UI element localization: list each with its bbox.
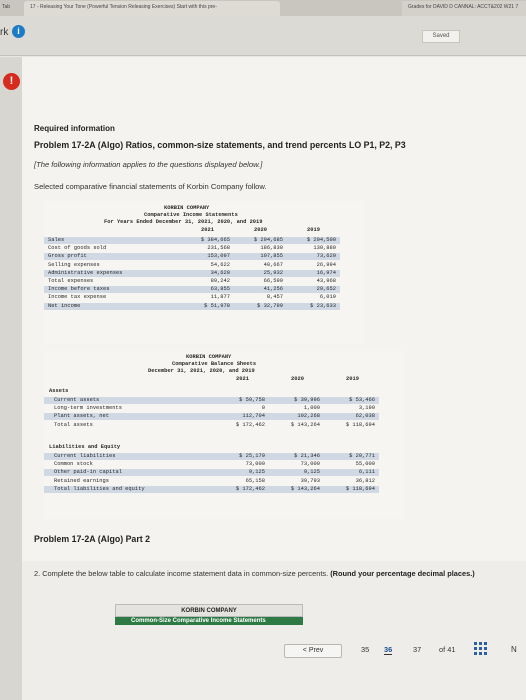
info-icon[interactable]: i	[12, 25, 25, 38]
browser-tab-grades[interactable]	[402, 1, 526, 16]
row-value: 73,000	[300, 461, 320, 468]
intro-text: Selected comparative financial statements of Korbin Company follow.	[34, 182, 267, 191]
row-value: 63,855	[210, 286, 230, 293]
instruction-text	[34, 569, 524, 579]
bs-year-2020: 2020	[291, 376, 304, 382]
statement-row	[44, 245, 364, 252]
prev-button[interactable]: < Prev	[284, 644, 342, 658]
row-value: $ 172,462	[235, 485, 265, 492]
statement-row	[44, 294, 364, 301]
alert-icon[interactable]: !	[3, 73, 20, 90]
balance-sheet	[44, 351, 404, 519]
row-value: 8,457	[266, 294, 283, 301]
row-label: Retained earnings	[54, 477, 109, 484]
row-label: Administrative expenses	[48, 269, 123, 276]
browser-tab-title: 17 - Releasing Your Tone (Powerful Tension Releasing Exercises) Start with this pre-	[30, 4, 217, 10]
row-value: 112,704	[242, 413, 265, 420]
statement-row	[44, 286, 364, 293]
statement-row	[44, 461, 404, 468]
statement-row	[44, 453, 404, 460]
page-36-current[interactable]: 36	[384, 645, 393, 654]
bs-year-2019: 2019	[346, 376, 359, 382]
statement-row	[44, 303, 364, 310]
row-value: $ 172,462	[235, 421, 265, 428]
is-year-2019: 2019	[307, 227, 320, 233]
row-label: Total liabilities and equity	[54, 485, 145, 492]
row-label: Cost of goods sold	[48, 245, 107, 252]
browser-tab-strip	[0, 0, 526, 16]
row-value: 62,038	[355, 413, 375, 420]
is-year-2021: 2021	[201, 227, 214, 233]
row-value: 130,880	[313, 245, 336, 252]
answer-table-company: KORBIN COMPANY	[115, 604, 303, 617]
row-label: Net income	[48, 302, 81, 309]
bs-assets-heading: Assets	[49, 388, 69, 394]
row-label: Current assets	[54, 397, 100, 403]
row-value: $ 143,264	[290, 485, 320, 492]
left-gutter	[0, 57, 22, 700]
row-value: $ 59,758	[239, 397, 265, 403]
row-label: Plant assets, net	[54, 413, 109, 420]
row-value: $ 32,799	[257, 302, 283, 309]
bs-title: Comparative Balance Sheets	[172, 361, 257, 367]
statement-row	[44, 253, 364, 260]
row-value: $ 53,466	[349, 397, 375, 403]
income-statement	[44, 201, 364, 344]
row-value: 0	[261, 405, 265, 412]
statement-row	[44, 486, 404, 493]
row-value: 89,242	[210, 278, 230, 284]
row-value: 65,158	[245, 477, 265, 484]
row-value: 3,190	[358, 405, 375, 412]
row-value: $ 204,500	[306, 237, 336, 243]
instruction-main: 2. Complete the below table to calculate income statement data in common-size percents.	[34, 569, 329, 578]
statement-row	[44, 397, 404, 404]
row-value: 55,000	[355, 461, 375, 468]
statement-row	[44, 270, 364, 277]
bs-company: KORBIN COMPANY	[186, 354, 232, 360]
row-value: $ 118,694	[345, 485, 375, 492]
row-value: 25,932	[263, 269, 283, 276]
row-value: 6,111	[358, 469, 375, 476]
row-value: 16,974	[316, 269, 336, 276]
row-value: $ 143,264	[290, 421, 320, 428]
row-value: 107,855	[260, 253, 283, 260]
row-value: $ 20,771	[349, 453, 375, 459]
row-value: 231,568	[207, 245, 230, 252]
part2-title: Problem 17-2A (Algo) Part 2	[34, 534, 151, 544]
row-value: $ 118,694	[345, 421, 375, 428]
required-heading: Required information	[34, 124, 115, 133]
instruction-panel	[22, 561, 526, 700]
row-value: 73,000	[245, 461, 265, 468]
statement-row	[44, 478, 404, 485]
answer-table-subtitle	[115, 617, 303, 625]
page-count: of 41	[439, 645, 456, 654]
row-value: 11,877	[210, 294, 230, 301]
row-value: 73,620	[316, 253, 336, 260]
row-label: Selling expenses	[48, 261, 100, 268]
statement-row	[44, 469, 404, 476]
row-label: Common stock	[54, 461, 93, 468]
answer-table-subtitle-text: Common-Size Comparative Income Statements	[131, 618, 266, 624]
is-company: KORBIN COMPANY	[164, 205, 210, 211]
work-label: rk	[0, 27, 9, 38]
browser-tab-active[interactable]	[24, 1, 280, 16]
page-37[interactable]: 37	[413, 645, 422, 654]
statement-row	[44, 278, 364, 285]
instruction-bold: (Round your percentage decimal places.)	[330, 569, 475, 578]
row-value: 153,097	[207, 253, 230, 260]
statement-row	[44, 237, 364, 244]
row-value: $ 23,633	[310, 302, 336, 309]
row-value: 43,968	[316, 278, 336, 284]
browser-tab-grades-title: Grades for DAVID D CANNAL: ACCT&202 W21 7	[408, 4, 519, 10]
row-value: 36,812	[355, 477, 375, 484]
saved-status: Saved	[422, 30, 460, 43]
row-value: 6,019	[319, 294, 336, 301]
row-label: Income tax expense	[48, 294, 107, 301]
row-value: 102,268	[297, 413, 320, 420]
statement-row	[44, 422, 404, 429]
row-value: 54,622	[210, 261, 230, 268]
row-value: 29,652	[316, 286, 336, 293]
row-value: 39,793	[300, 477, 320, 484]
statement-row	[44, 413, 404, 420]
row-label: Total expenses	[48, 278, 94, 284]
row-label: Long-term investments	[54, 405, 122, 412]
info-note: [The following information applies to the questions displayed below.]	[34, 160, 263, 169]
row-value: 9,125	[248, 469, 265, 476]
is-period: For Years Ended December 31, 2021, 2020, and 2019	[104, 219, 263, 225]
row-value: $ 21,346	[294, 453, 320, 459]
row-value: 186,830	[260, 245, 283, 252]
row-value: 66,599	[263, 278, 283, 284]
row-label: Total assets	[54, 421, 93, 428]
row-value: $ 51,978	[204, 302, 230, 309]
row-value: $ 25,179	[239, 453, 265, 459]
grid-icon[interactable]	[474, 642, 488, 656]
is-year-2020: 2020	[254, 227, 267, 233]
row-value: 41,256	[263, 286, 283, 293]
row-label: Current liabilities	[54, 453, 116, 459]
row-value: $ 384,665	[200, 237, 230, 243]
row-value: 34,620	[210, 269, 230, 276]
problem-title: Problem 17-2A (Algo) Ratios, common-size statements, and trend percents LO P1, P2, P3	[34, 140, 406, 150]
next-button[interactable]: N	[511, 645, 517, 654]
row-value: 1,000	[303, 405, 320, 412]
statement-row	[44, 405, 404, 412]
bs-period: December 31, 2021, 2020, and 2019	[148, 368, 255, 374]
is-title: Comparative Income Statements	[144, 212, 238, 218]
row-label: Gross profit	[48, 253, 87, 260]
row-label: Sales	[48, 237, 65, 243]
tab-label-left[interactable]: Tab	[2, 4, 11, 10]
statement-row	[44, 262, 364, 269]
row-value: $ 294,685	[253, 237, 283, 243]
bs-year-2021: 2021	[236, 376, 249, 382]
row-value: 9,125	[303, 469, 320, 476]
row-label: Other paid-in capital	[54, 469, 122, 476]
page-35[interactable]: 35	[361, 645, 370, 654]
row-value: 40,667	[263, 261, 283, 268]
app-header	[0, 16, 526, 56]
row-value: 26,994	[316, 261, 336, 268]
row-label: Income before taxes	[48, 286, 110, 293]
row-value: $ 39,996	[294, 397, 320, 403]
bs-liab-heading: Liabilities and Equity	[49, 444, 121, 450]
